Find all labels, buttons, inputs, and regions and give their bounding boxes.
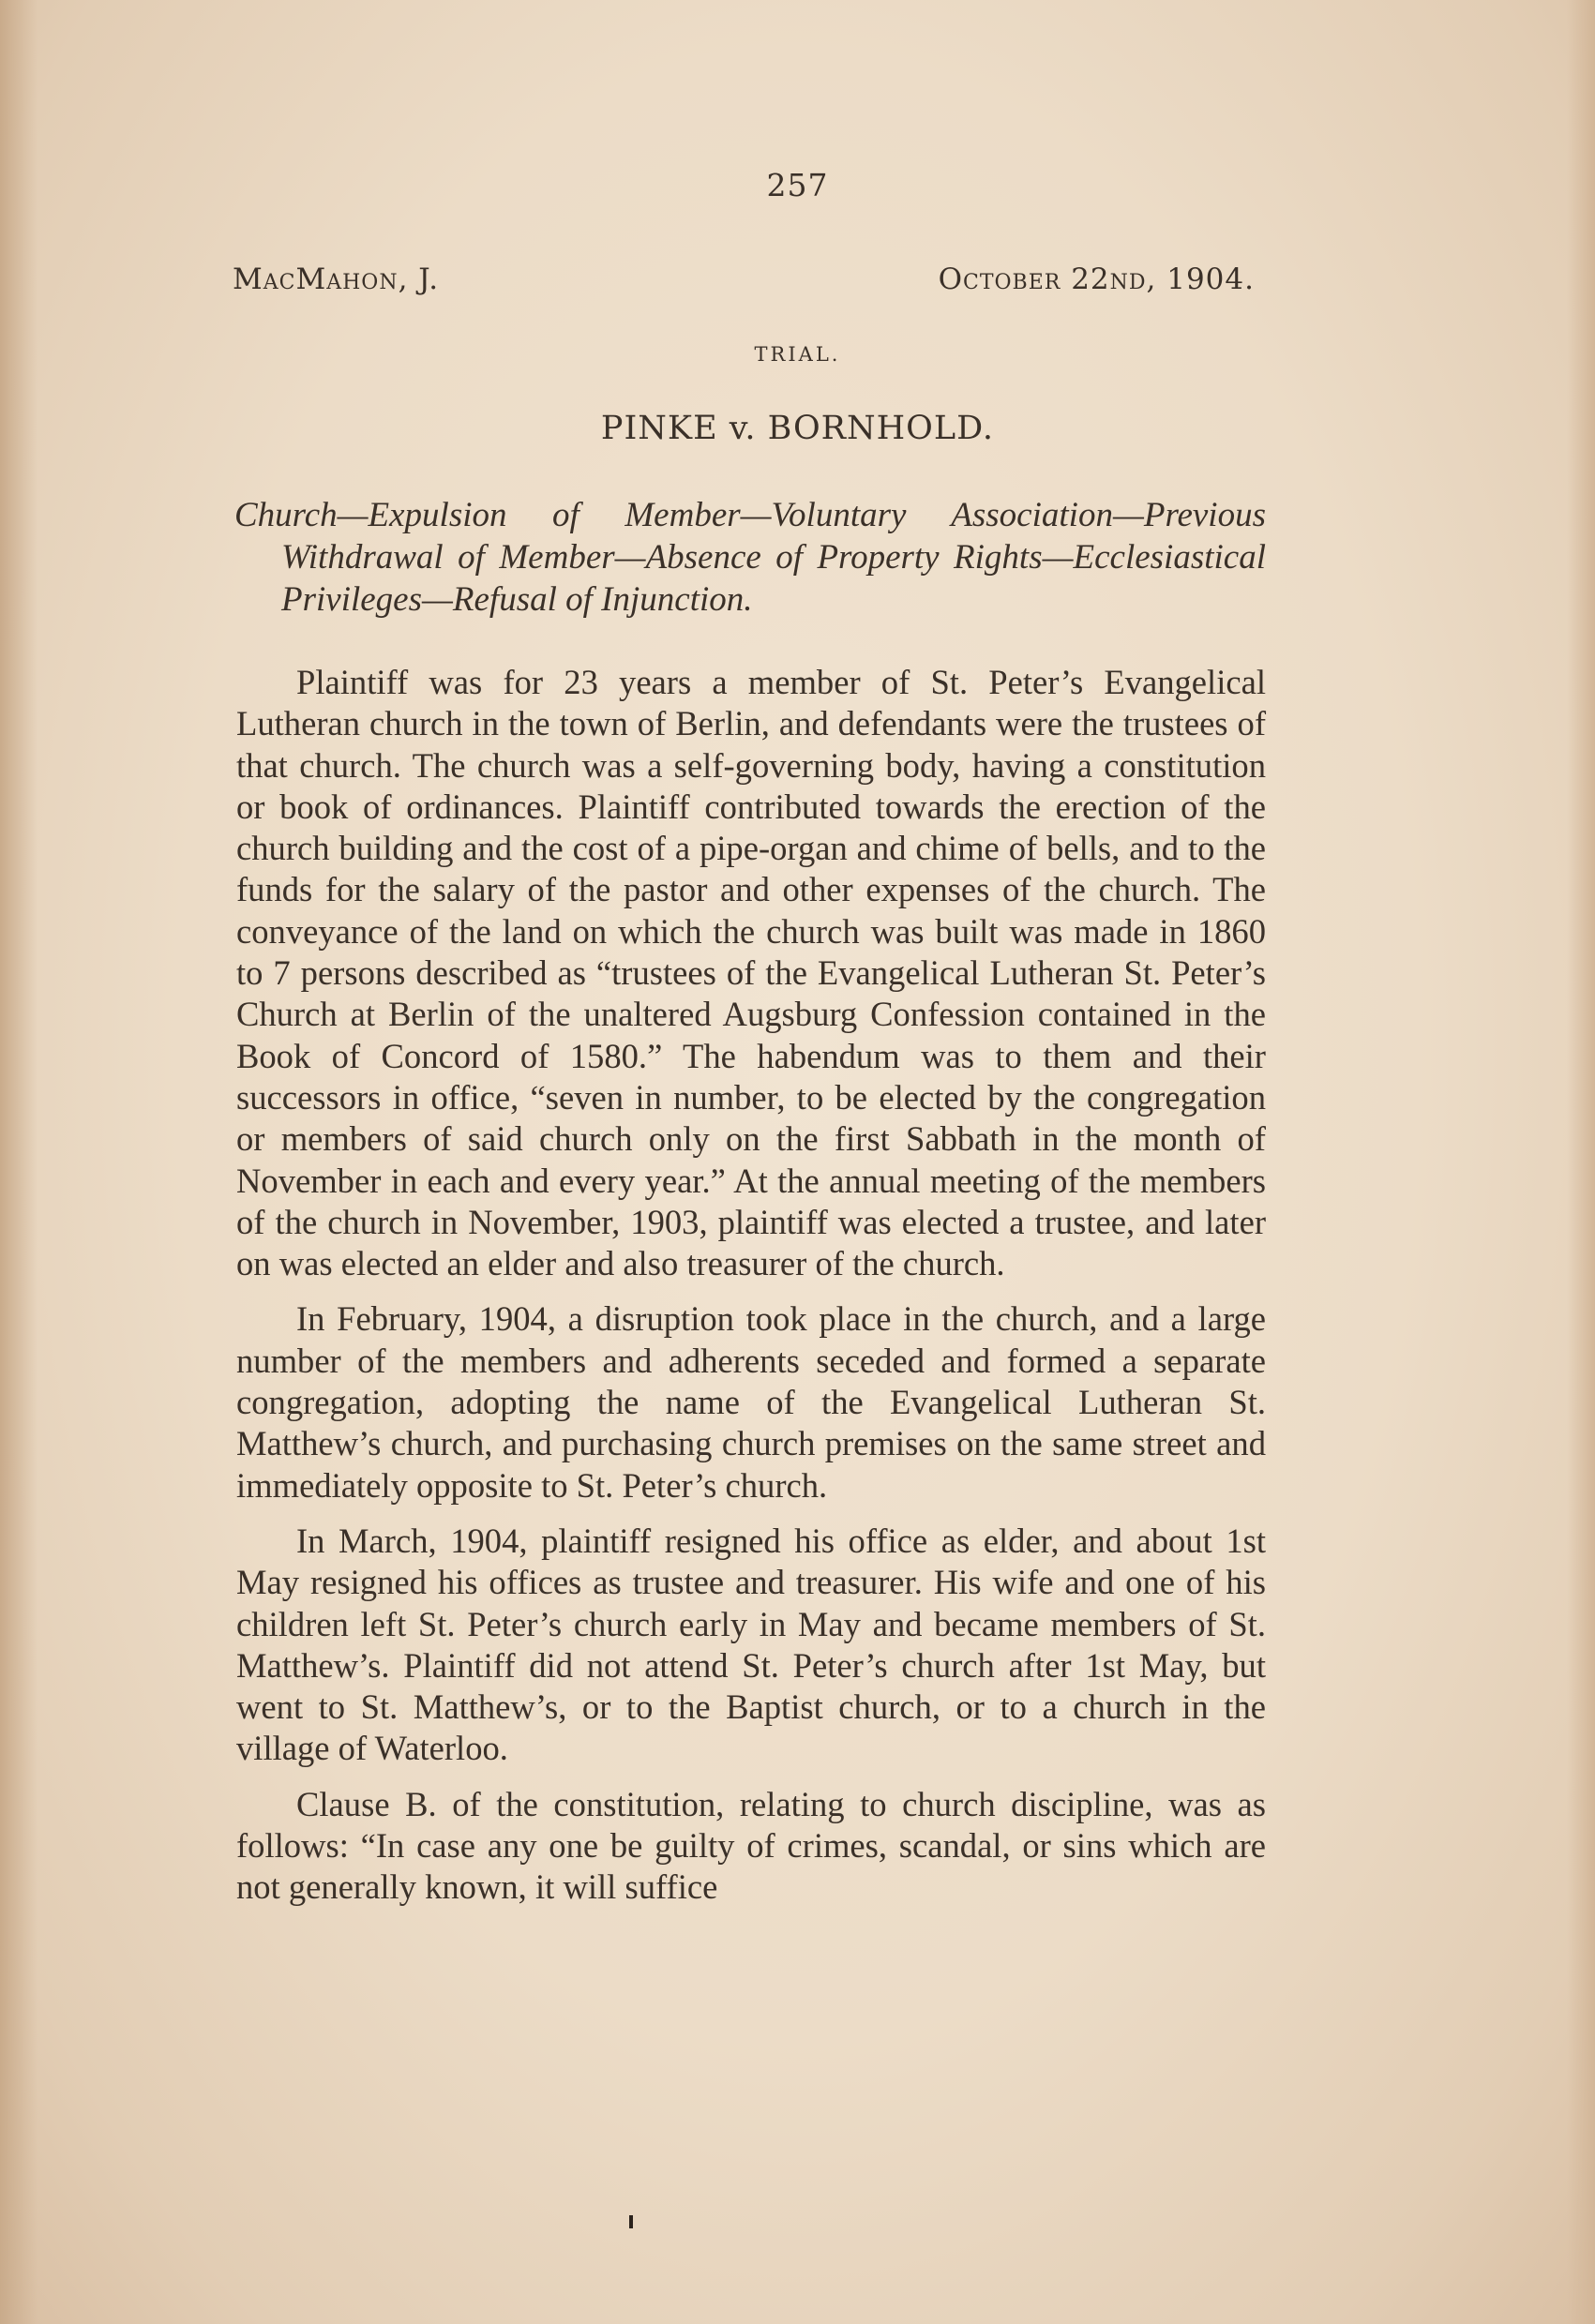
- paragraph: Clause B. of the constitution, relating to church discipline, was as follows: “In case any one be guilty of crimes, scandal, or sins which are not generally known, it will suffice: [236, 1784, 1266, 1907]
- section-label: TRIAL.: [754, 343, 841, 366]
- case-title: PINKE v. BORNHOLD.: [600, 410, 995, 447]
- printer-mark: [629, 2215, 633, 2228]
- paragraph: In March, 1904, plaintiff resigned his office as elder, and about 1st May resigned his offices as trustee and treasurer. His wife and one of his children left St. Peter’s church early in May and became members of St. Matthew’s. Plaintiff did not attend St. Peter’s church after 1st May, but went to St. Matthew’s, or to the Baptist church, or to a church in the village of Waterloo.: [236, 1521, 1266, 1768]
- body-text: [236, 662, 1266, 1923]
- running-head-date: October 22nd, 1904.: [938, 262, 1255, 296]
- running-head-judge: MacMahon, J.: [233, 262, 440, 296]
- paragraph: In February, 1904, a disruption took place in the church, and a large number of the members and adherents seceded and formed a separate congregation, adopting the name of the Evangelical Lutheran St. Matthew’s church, and purchasing church premises on the same street and immediately opposite to St. Peter’s church.: [236, 1299, 1266, 1505]
- paragraph: Plaintiff was for 23 years a member of St. Peter’s Evangelical Lutheran church in the town of Berlin, and defendants were the trustees of that church. The church was a self-governing body, having a constitution or book of ordinances. Plaintiff contributed towards the erection of the church building and the cost of a pipe-organ and chime of bells, and to the funds for the salary of the pastor and other expenses of the church. The conveyance of the land on which the church was built was made in 1860 to 7 persons described as “trustees of the Evangelical Lutheran St. Peter’s Church at Berlin of the unaltered Augsburg Confession contained in the Book of Concord of 1580.” The habendum was to them and their successors in office, “seven in number, to be elected by the congregation or members of said church only on the first Sabbath in the month of November in each and every year.” At the annual meeting of the members of the church in November, 1903, plaintiff was elected a trustee, and later on was elected an elder and also treasurer of the church.: [236, 663, 1266, 1283]
- page-number: 257: [766, 167, 829, 203]
- headnote: Church—Expulsion of Member—Voluntary Association—Previous Withdrawal of Member—Absence of Property Rights—Ecclesiastical Privileges—Refusal of Injunction.: [234, 496, 1266, 619]
